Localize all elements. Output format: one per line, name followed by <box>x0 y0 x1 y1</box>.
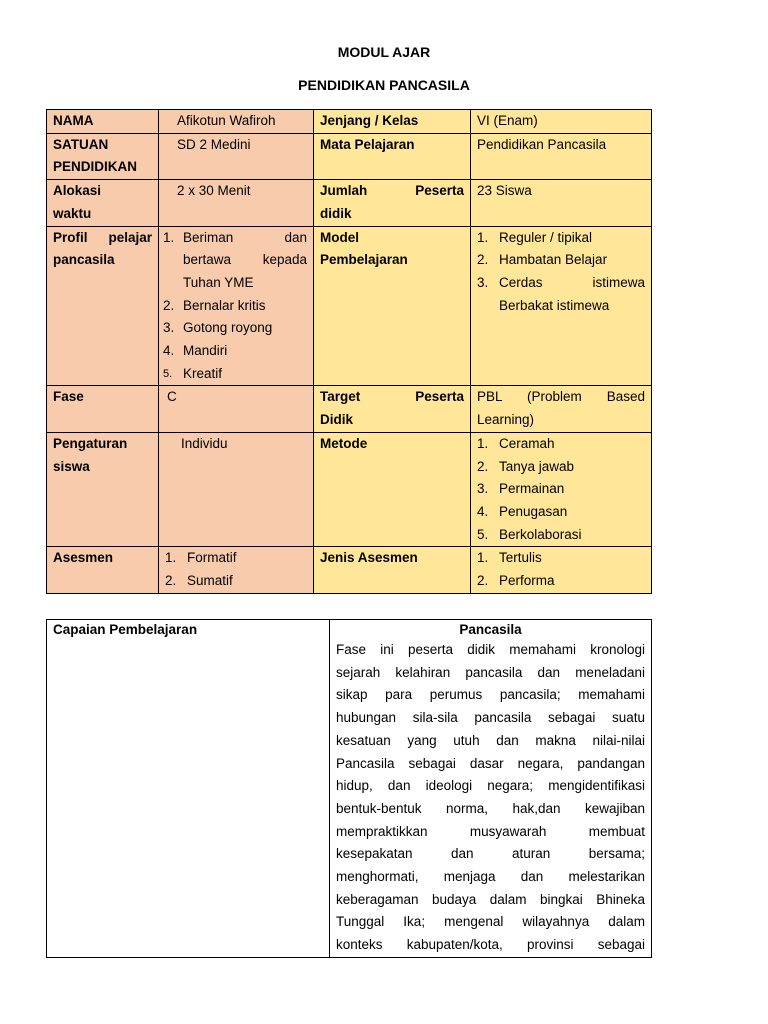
peserta-word: Peserta <box>415 183 464 199</box>
capaian-line: kesepakatan dan aturan bersama; <box>336 846 645 862</box>
profil-label-line: Profil pelajar <box>53 229 152 245</box>
page-title: MODUL AJAR <box>337 44 431 60</box>
list-text: Cerdas istimewa <box>499 274 645 290</box>
asesmen-list <box>165 547 307 592</box>
list-text: Tuhan YME <box>183 274 254 290</box>
asesmen-value <box>159 547 314 593</box>
alokasi-label-line: Alokasi <box>53 183 102 199</box>
capaian-label: Capaian Pembelajaran <box>47 620 330 958</box>
capaian-line: keberagaman budaya dalam bingkai Bhineka <box>336 891 645 907</box>
list-number: 2. <box>165 573 177 589</box>
list-item <box>477 227 645 250</box>
table-row <box>47 620 652 958</box>
capaian-line: hidup, dan ideologi negara; mengidentifikasi <box>336 778 645 794</box>
list-item <box>165 547 307 570</box>
capaian-line: kesatuan yang utuh dan makna nilai-nilai <box>336 732 645 748</box>
list-text: Tanya jawab <box>499 458 575 474</box>
capaian-line: sejarah kelahiran pancasila dan meneladani <box>336 664 645 680</box>
list-item <box>477 433 645 456</box>
list-item <box>477 570 645 593</box>
capaian-table <box>46 619 652 958</box>
capaian-line: Tunggal Ika; mengenal wilayahnya dalam <box>336 914 645 930</box>
target-value-line: PBL (Problem Based <box>477 389 645 405</box>
list-text: Berbakat istimewa <box>499 297 610 313</box>
list-number: 1. <box>165 550 177 566</box>
jumlah-word: Jumlah <box>320 183 368 199</box>
list-item <box>163 340 307 363</box>
list-number: 4. <box>163 343 175 359</box>
table-row <box>47 133 652 179</box>
list-item <box>477 456 645 479</box>
jenis-asesmen-list <box>477 547 645 592</box>
capaian-line: konteks kabupaten/kota, provinsi sebagai <box>336 937 645 953</box>
list-text: Bernalar kritis <box>183 297 266 313</box>
list-text: Ceramah <box>499 435 555 451</box>
satuan-label-line: SATUAN <box>53 136 109 152</box>
table-row <box>47 386 652 432</box>
satuan-label-line: PENDIDIKAN <box>53 159 138 175</box>
jenjang-label: Jenjang / Kelas <box>314 110 471 134</box>
mapel-value: Pendidikan Pancasila <box>471 133 652 179</box>
list-text: Formatif <box>187 550 237 566</box>
jumlah-label-line: didik <box>320 205 352 221</box>
list-number: 2. <box>477 252 489 268</box>
metode-label: Metode <box>314 432 471 547</box>
capaian-line: Fase ini peserta didik memahami kronologi <box>336 642 645 657</box>
jumlah-value: 23 Siswa <box>471 180 652 226</box>
target-value <box>471 386 652 432</box>
target-value-line: Learning) <box>477 412 535 428</box>
capaian-line: bentuk-bentuk norma, hak,dan kewajiban <box>336 800 645 816</box>
list-number: 2. <box>477 458 489 474</box>
capaian-text <box>336 639 645 957</box>
list-text: Performa <box>499 573 555 589</box>
list-text: Penugasan <box>499 503 568 519</box>
list-number: 1. <box>477 435 489 451</box>
list-item <box>163 295 307 318</box>
pengaturan-label-line: siswa <box>53 458 90 474</box>
list-number: 3. <box>477 274 489 290</box>
list-text: Hambatan Belajar <box>499 252 608 268</box>
list-text: Berkolaborasi <box>499 526 582 542</box>
list-item <box>163 227 307 295</box>
list-text: Tertulis <box>499 550 542 566</box>
model-list <box>477 227 645 318</box>
list-number: 3. <box>163 320 175 336</box>
list-number: 2. <box>477 573 489 589</box>
satuan-value: SD 2 Medini <box>159 133 314 179</box>
capaian-line: sikap para perumus pancasila; memahami <box>336 687 645 703</box>
list-item <box>163 317 307 340</box>
jenjang-value: VI (Enam) <box>471 110 652 134</box>
profil-label-line: pancasila <box>53 252 115 268</box>
jumlah-label-line <box>320 180 464 203</box>
jenis-asesmen-value <box>471 547 652 593</box>
table-row <box>47 432 652 547</box>
list-item <box>477 524 645 547</box>
target-label <box>314 386 471 432</box>
table-row <box>47 226 652 386</box>
alokasi-value: 2 x 30 Menit <box>159 180 314 226</box>
peserta-word: Peserta <box>415 389 464 405</box>
list-number: 1. <box>477 550 489 566</box>
pengaturan-value: Individu <box>159 432 314 547</box>
module-info-table <box>46 109 652 594</box>
list-item <box>163 363 307 386</box>
satuan-label <box>47 133 159 179</box>
list-number: 5. <box>477 526 489 542</box>
list-item <box>165 570 307 593</box>
pengaturan-label-line: Pengaturan <box>53 435 128 451</box>
list-text: Beriman dan <box>183 229 307 245</box>
capaian-heading: Pancasila <box>459 622 522 637</box>
list-text: Sumatif <box>187 573 233 589</box>
list-number: 2. <box>163 297 175 313</box>
list-text: Gotong royong <box>183 320 273 336</box>
capaian-content <box>330 620 652 958</box>
jumlah-label <box>314 180 471 226</box>
alokasi-label <box>47 180 159 226</box>
jenis-asesmen-label: Jenis Asesmen <box>314 547 471 593</box>
list-item <box>477 249 645 272</box>
capaian-line: menghormati, menjaga dan melestarikan <box>336 869 645 885</box>
fase-label: Fase <box>47 386 159 432</box>
model-value <box>471 226 652 386</box>
list-text: Reguler / tipikal <box>499 229 593 245</box>
nama-value: Afikotun Wafiroh <box>159 110 314 134</box>
mapel-label: Mata Pelajaran <box>314 133 471 179</box>
list-text: Permainan <box>499 481 565 497</box>
list-item <box>477 272 645 317</box>
model-label-line: Model <box>320 229 359 245</box>
model-label <box>314 226 471 386</box>
nama-label: NAMA <box>47 110 159 134</box>
list-number: 1. <box>163 229 175 245</box>
capaian-line: Pancasila sebagai dasar negara, pandangan <box>336 755 645 771</box>
model-label-line: Pembelajaran <box>320 252 408 268</box>
list-text: bertawa kepada <box>183 252 307 268</box>
pengaturan-label <box>47 432 159 547</box>
list-item <box>477 547 645 570</box>
list-number: 1. <box>477 229 489 245</box>
fase-value: C <box>159 386 314 432</box>
asesmen-label: Asesmen <box>47 547 159 593</box>
profil-value <box>159 226 314 386</box>
list-number: 4. <box>477 503 489 519</box>
list-text: Kreatif <box>183 365 223 381</box>
page-subtitle: PENDIDIKAN PANCASILA <box>298 77 470 93</box>
alokasi-label-line: waktu <box>53 205 92 221</box>
target-word: Target <box>320 389 361 405</box>
capaian-line: hubungan sila-sila pancasila sebagai suatu <box>336 710 645 726</box>
capaian-line: mempraktikkan musyawarah membuat <box>336 823 645 839</box>
metode-list <box>477 433 645 547</box>
list-item <box>477 478 645 501</box>
table-row <box>47 180 652 226</box>
list-number: 5. <box>163 367 173 380</box>
table-row <box>47 547 652 593</box>
profil-label <box>47 226 159 386</box>
target-label-line <box>320 386 464 409</box>
metode-value <box>471 432 652 547</box>
list-number: 3. <box>477 481 489 497</box>
list-item <box>477 501 645 524</box>
list-text: Mandiri <box>183 343 228 359</box>
table-row <box>47 110 652 134</box>
profil-list <box>163 227 307 386</box>
target-label-line: Didik <box>320 412 354 428</box>
